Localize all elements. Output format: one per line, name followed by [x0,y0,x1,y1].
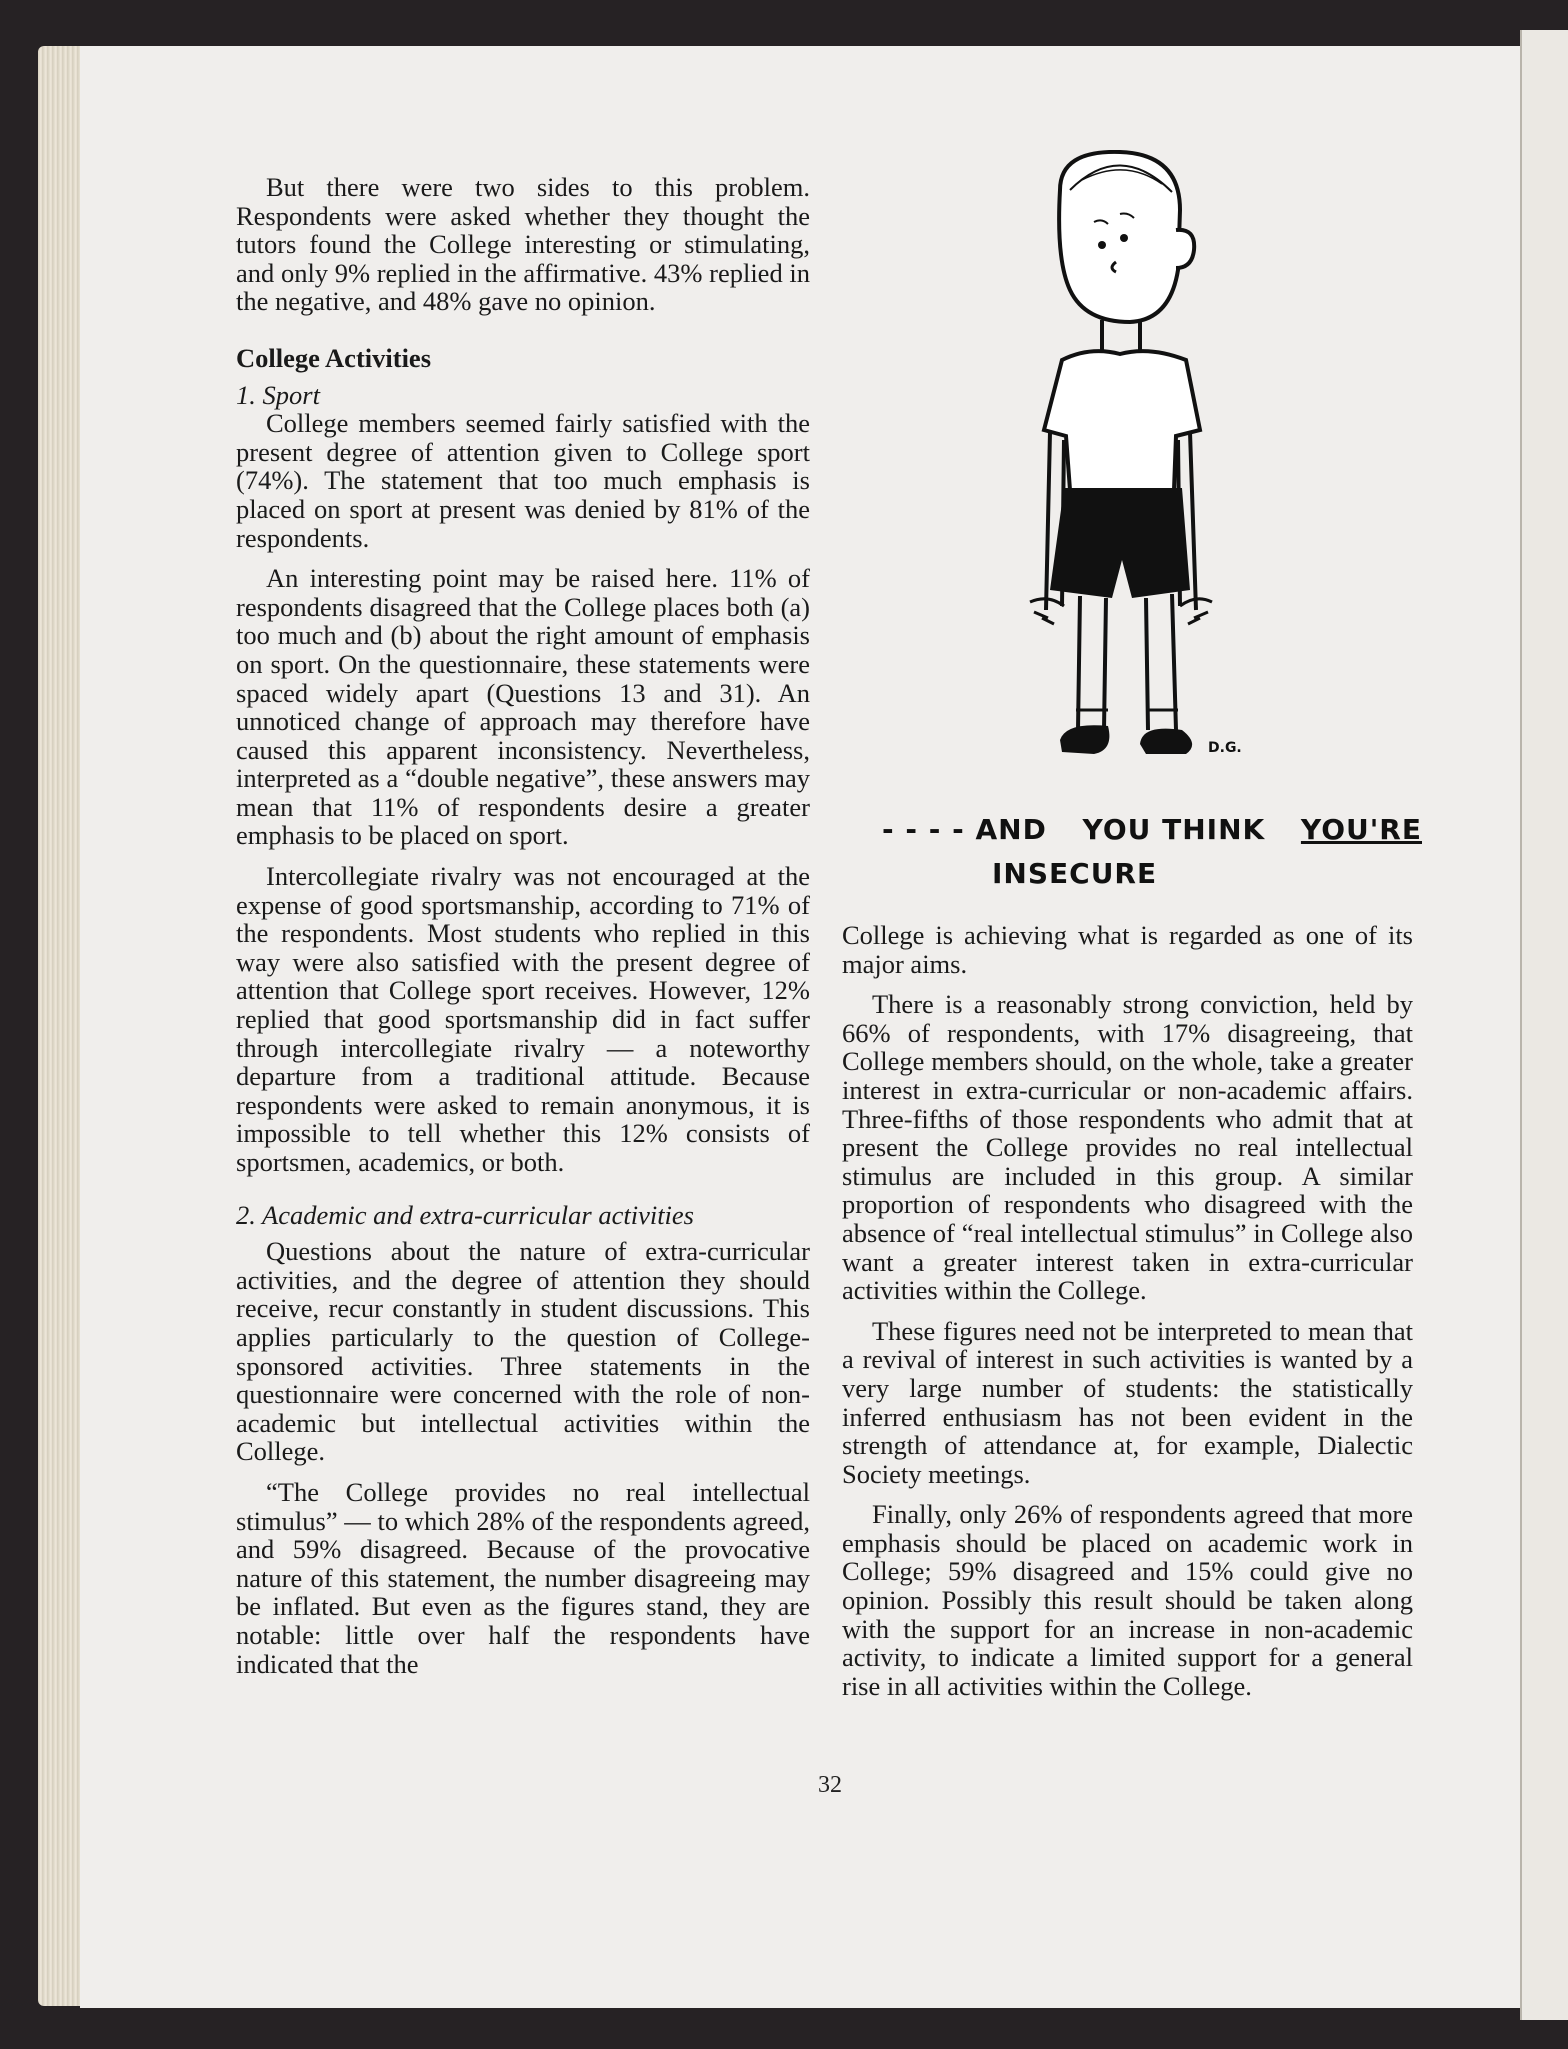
paragraph: But there were two sides to this problem. Respondents were asked whether they thought the tutors found the College interesting or stimulating, and only 9% replied in the affirmative. 43% replied in the negative, and 48% gave no opinion. [236,172,810,317]
paragraph: Finally, only 26% of respondents agreed that more emphasis should be placed on academic work in College; 59% disagreed and 15% could give no opinion. Possibly this result should be taken along with the support for an increase in non-academic activity, to indicate a limited support for a general rise in all activities within the College. [842,1499,1413,1701]
cartoon-boy-drawing [990,150,1250,790]
caption-part: YOU THINK [1082,813,1266,846]
paragraph: There is a reasonably strong conviction, held by 66% of respondents, with 17% disagreeing, that College members should, on the whole, take a greater interest in extra-curricular or non-academic affairs. Three-fifths of those respondents who admit that at present the College provides no real intellectual stimulus are included in this group. A similar proportion of respondents who disagreed with the absence of “real intellectual stimulus” in College also want a greater interest taken in extra-curricular activities within the College. [842,989,1413,1306]
paragraph: “The College provides no real intellectual stimulus” — to which 28% of the respondents agreed, and 59% disagreed. Because of the provocative nature of this statement, the number disagreeing may be inflated. But even as the figures stand, they are notable: little over half the respondents have indicated that the [236,1476,810,1679]
right-column [842,921,1413,1700]
cartoon-illustration [990,150,1250,790]
paragraph: An interesting point may be raised here. 11% of respondents disagreed that the College places both (a) too much and (b) about the right amount of emphasis on sport. On the questionnaire, these statements were spaced widely apart (Questions 13 and 31). An unnoticed change of approach may therefore have caused this apparent inconsistency. Nevertheless, interpreted as a “double negative”, these answers may mean that 11% of respondents desire a greater emphasis to be placed on sport. [236,563,810,851]
paragraph: College members seemed fairly satisfied with the present degree of attention given to College sport (74%). The statement that too much emphasis is placed on sport at present was denied by 81% of the respondents. [236,408,810,553]
caption-part: YOU'RE [1300,813,1422,846]
subsection-heading: 2. Academic and extra-curricular activities [236,1199,694,1230]
paragraph: College is achieving what is regarded as one of its major aims. [842,920,1413,979]
caption-part: INSECURE [992,857,1158,890]
page-number: 32 [818,1772,842,1798]
artist-initials: D.G. [1208,740,1242,756]
paragraph: Questions about the nature of extra-curricular activities, and the degree of attention they should receive, recur constantly in student discussions. This applies particularly to the question of College-sponsored activities. Three statements in the questionnaire were concerned with the role of non-academic but intellectual activities within the College. [236,1236,810,1467]
section-heading: College Activities [236,342,432,373]
subsection-heading: 1. Sport [236,379,320,410]
left-column [236,173,810,1678]
next-page-edge [1520,30,1568,2020]
paragraph: These figures need not be interpreted to mean that a revival of interest in such activities is wanted by a very large number of students: the statistically inferred enthusiasm has not been evident in the strength of attendance at, for example, Dialectic Society meetings. [842,1315,1413,1489]
cartoon-caption [882,808,1422,896]
caption-part: - - - - AND [882,813,1047,846]
paragraph: Intercollegiate rivalry was not encouraged at the expense of good sportsmanship, according to 71% of the respondents. Most students who replied in this way were also satisfied with the present degree of attention that College sport receives. However, 12% replied that good sportsmanship did in fact suffer through intercollegiate rivalry — a noteworthy departure from a traditional attitude. Because respondents were asked to remain anonymous, it is impossible to tell whether this 12% consists of sportsmen, academics, or both. [236,861,810,1177]
